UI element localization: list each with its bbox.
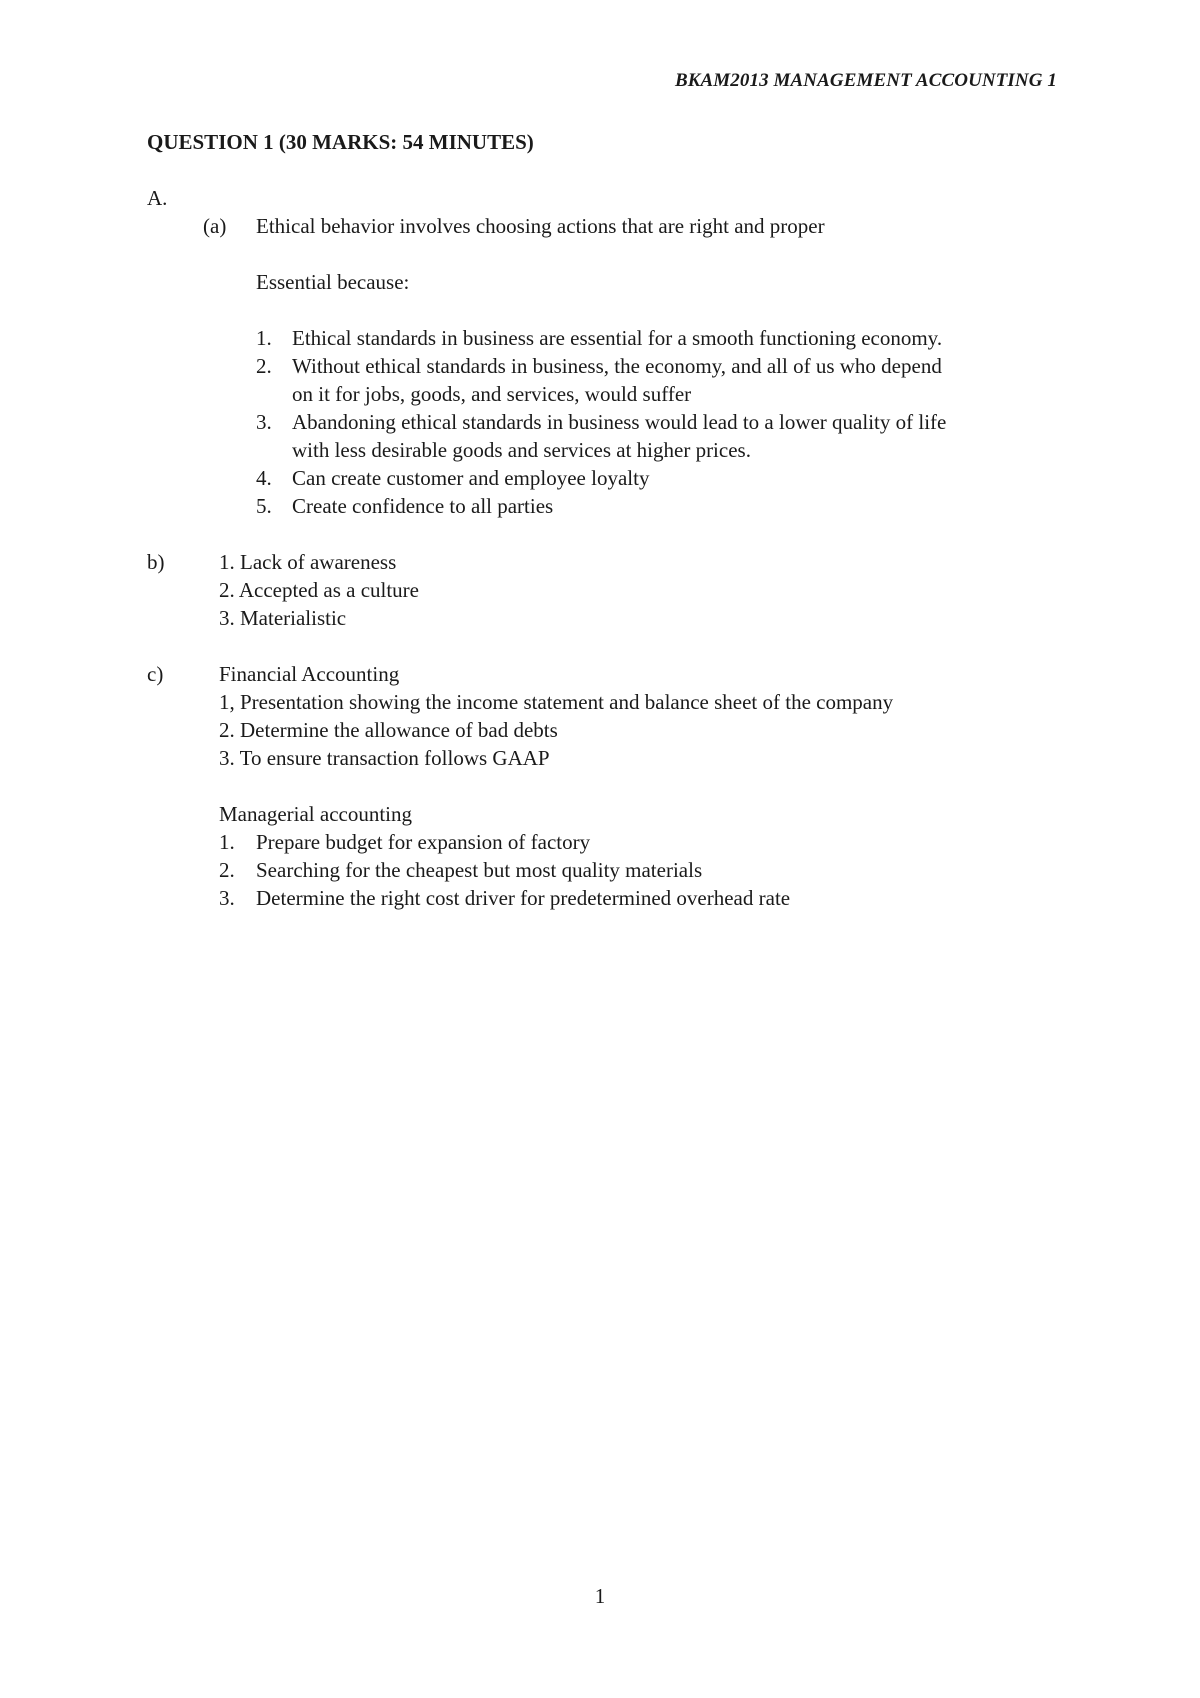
part-b-item: 3. Materialistic: [219, 606, 347, 630]
managerial-item-number: 2.: [219, 858, 235, 882]
essential-item-number: 1.: [256, 326, 272, 350]
page-number: 1: [594, 1584, 606, 1608]
financial-item: 2. Determine the allowance of bad debts: [219, 718, 558, 742]
managerial-item-text: Determine the right cost driver for predetermined overhead rate: [256, 886, 791, 910]
essential-item-text: Abandoning ethical standards in business would lead to a lower quality of life: [292, 410, 947, 434]
managerial-item-text: Searching for the cheapest but most quality materials: [256, 858, 703, 882]
financial-accounting-heading: Financial Accounting: [219, 662, 400, 686]
part-c-label: c): [147, 662, 164, 686]
essential-item-number: 5.: [256, 494, 272, 518]
essential-item-text: Can create customer and employee loyalty: [292, 466, 650, 490]
essential-item-number: 4.: [256, 466, 272, 490]
essential-item-text: Without ethical standards in business, the economy, and all of us who depend: [292, 354, 942, 378]
financial-item: 1, Presentation showing the income statement and balance sheet of the company: [219, 690, 894, 714]
essential-label: Essential because:: [256, 270, 410, 294]
ethical-definition: Ethical behavior involves choosing actions that are right and proper: [256, 214, 825, 238]
managerial-item-number: 1.: [219, 830, 235, 854]
financial-item: 3. To ensure transaction follows GAAP: [219, 746, 550, 770]
course-header: BKAM2013 MANAGEMENT ACCOUNTING 1: [674, 70, 1057, 91]
essential-item-text: Create confidence to all parties: [292, 494, 554, 518]
part-a-label: (a): [203, 214, 227, 238]
essential-item-text: Ethical standards in business are essential for a smooth functioning economy.: [292, 326, 943, 350]
managerial-item-number: 3.: [219, 886, 235, 910]
essential-item-text: with less desirable goods and services at higher prices.: [292, 438, 751, 462]
essential-item-text: on it for jobs, goods, and services, would suffer: [292, 382, 692, 406]
essential-item-number: 2.: [256, 354, 272, 378]
essential-item-number: 3.: [256, 410, 272, 434]
part-b-label: b): [147, 550, 165, 574]
managerial-item-text: Prepare budget for expansion of factory: [256, 830, 591, 854]
part-b-item: 1. Lack of awareness: [219, 550, 397, 574]
part-b-item: 2. Accepted as a culture: [219, 578, 419, 602]
section-a-label: A.: [147, 186, 168, 210]
managerial-accounting-heading: Managerial accounting: [219, 802, 412, 826]
question-title: QUESTION 1 (30 MARKS: 54 MINUTES): [147, 130, 534, 154]
